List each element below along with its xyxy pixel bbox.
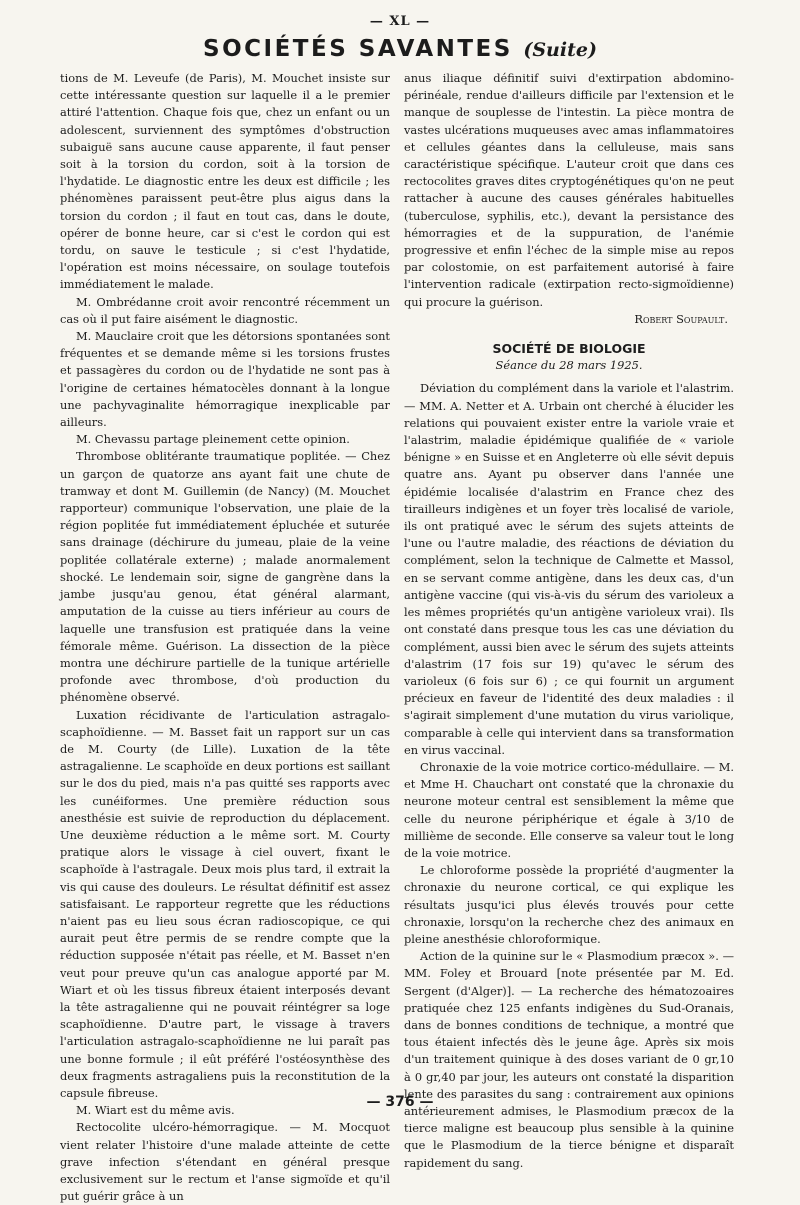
section-title: SOCIÉTÉ DE BIOLOGIE bbox=[492, 341, 646, 357]
paragraph: Thrombose oblitérante traumatique poplitée. — Chez un garçon de quatorze ans ayant fait une chute de tramway et dont M. Guillemin (de Nancy) (M. Mouchet rapporteur) communique l'observation, une plaie de la région poplitée fut immédiatement épluchée et suturée sans drainage (déchirure du jumeau, plaie de la veine poplitée collatérale externe) ; malade anormalement shocké. Le lendemain soir, signe de gangrène dans la jambe jusqu'au genou, état général alarmant, amputation de la cuisse au tiers inférieur au cours de laquelle une transfusion est pratiquée dans la veine fémorale même. Guérison. La dissection de la pièce montra une déchirure partielle de la tunique artérielle profonde avec thrombose, d'où production du phénomène observé. bbox=[60, 449, 390, 705]
session-date: Séance du 28 mars 1925. bbox=[495, 358, 643, 373]
paragraph: Action de la quinine sur le « Plasmodium præcox ». — MM. Foley et Brouard [note présentée par M. Ed. Sergent (d'Alger)]. — La recherche des hématozoaires pratiquée chez 125 enfants indigènes du Sud-Oranais, dans de bonnes conditions de technique, a montré que tous étaient infectés dès le jeune âge. Après six mois d'un traitement quinique à des doses variant de 0 gr,10 à 0 gr,40 par jour, les auteurs ont constaté la disparition lente des parasites du sang : contrairement aux opinions antérieurement admises, le Plasmodium præcox de la tierce maligne est beaucoup plus sensible à la quinine que le Plasmodium de la tierce bénigne et disparaît rapidement du sang. bbox=[404, 949, 734, 1170]
paragraph: tions de M. Leveufe (de Paris), M. Mouchet insiste sur cette intéressante question sur laquelle il a le premier attiré l'attention. Chaque fois que, chez un enfant ou un adolescent, surviennent des symptômes d'obstruction subaiguë sans aucune cause apparente, il faut penser soit à la torsion du cordon, soit à la torsion de l'hydatide. Le diagnostic entre les deux est difficile ; les phénomènes paraissent peut-être plus aigus dans la torsion du cordon ; il faut en tout cas, dans le doute, opérer de bonne heure, car si c'est le cordon qui est tordu, on sauve le testicule ; si c'est l'hydatide, l'opération est moins nécessaire, on soulage toutefois immédiatement le malade. bbox=[60, 71, 390, 292]
paragraph: Luxation récidivante de l'articulation astragalo-scaphoïdienne. — M. Basset fait un rapport sur un cas de M. Courty (de Lille). Luxation de la tête astragalienne. Le scaphoïde en deux portions est saillant sur le dos du pied, mais n'a pas quitté ses rapports avec les cunéiformes. Une première réduction sous anesthésie est suivie de reproduction du déplacement. Une deuxième réduction a le même sort. M. Courty pratique alors le vissage à ciel ouvert, fixant le scaphoïde à l'astragale. Deux mois plus tard, il extrait la vis qui cause des douleurs. Le résultat définitif est assez satisfaisant. Le rapporteur regrette que les réductions n'aient pas eu lieu sous écran radioscopique, ce qui aurait peut être permis de se rendre compte que la réduction supposée n'était pas réelle, et M. Basset n'en veut pour preuve qu'un cas analogue apporté par M. Wiart et où les tissus fibreux étaient interposés devant la tête astragalienne qui ne pouvait réintégrer sa loge scaphoïdienne. D'autre part, le vissage à travers l'articulation astragalo-scaphoïdienne ne lui paraît pas une bonne formule ; il eût préféré l'ostéosynthèse des deux fragments astragaliens puis la reconstitution de la capsule fibreuse. bbox=[60, 707, 390, 1100]
paragraph: M. Ombrédanne croit avoir rencontré récemment un cas où il put faire aisément le diagnostic. bbox=[60, 294, 390, 326]
paragraph: anus iliaque définitif suivi d'extirpation abdomino-périnéale, rendue d'ailleurs difficile par l'extension et le manque de souplesse de l'intestin. La pièce montra de vastes ulcérations muqueuses avec amas inflammatoires et cellules géantes dans la celluleuse, mais sans caractéristique spécifique. L'auteur croit que dans ces rectocolites graves dites cryptogénétiques qu'on ne peut rattacher à aucune des causes générales habituelles (tuberculose, syphilis, etc.), devant la persistance des hémorragies et de la suppuration, de l'anémie progressive et enfin l'échec de la simple mise au repos par colostomie, on est parfaitement autorisé à faire l'intervention radicale (extirpation recto-sigmoïdienne) qui procure la guérison. bbox=[404, 71, 734, 309]
signature: Robert Soupault. bbox=[634, 311, 728, 326]
paragraph: Le chloroforme possède la propriété d'augmenter la chronaxie du neurone cortical, ce qui explique les résultats jusqu'ici plus élevés trouvés pour cette chronaxie, lorsqu'on la recherche chez des animaux en pleine anesthésie chloroformique. bbox=[404, 863, 734, 946]
left-column bbox=[60, 70, 390, 1204]
page-header bbox=[0, 36, 800, 62]
header-title: SOCIÉTÉS SAVANTES bbox=[203, 36, 513, 62]
paragraph: M. Chevassu partage pleinement cette opinion. bbox=[76, 432, 350, 447]
paragraph: Déviation du complément dans la variole et l'alastrim. — MM. A. Netter et A. Urbain ont cherché à élucider les relations qui pouvaient exister entre la variole vraie et l'alastrim, maladie épidémique qualifiée de « variole bénigne » en Suisse et en Angleterre où elle sévit depuis quatre ans. Ayant pu observer dans l'année une épidémie localisée d'alastrim en France chez des tirailleurs indigènes et un foyer très localisé de variole, ils ont pratiqué avec le sérum des sujets atteints de l'une ou l'autre maladie, des réactions de déviation du complément, selon la technique de Calmette et Massol, en se servant comme antigène, dans les deux cas, d'un antigène vaccine (qui vis-à-vis du sérum des varioleux a les mêmes propriétés qu'un antigène varioleux vrai). Ils ont constaté dans presque tous les cas une déviation du complément, aussi bien avec le sérum des sujets atteints d'alastrim (17 fois sur 19) qu'avec le sérum des varioleux (6 fois sur 6) ; ce qui fournit un argument précieux en faveur de l'identité des deux maladies : il s'agirait simplement d'une mutation du virus variolique, comparable à celle qui intervient dans sa transformation en virus vaccinal. bbox=[404, 381, 734, 757]
paragraph: M. Wiart est du même avis. bbox=[76, 1103, 235, 1118]
right-column bbox=[404, 70, 734, 1170]
top-folio: — XL — bbox=[369, 14, 431, 29]
paragraph: Chronaxie de la voie motrice cortico-médullaire. — M. et Mme H. Chauchart ont constaté que la chronaxie du neurone moteur central est sensiblement la même que celle du neurone périphérique et égale à 3/10 de millième de seconde. Elle conserve sa valeur tout le long de la voie motrice. bbox=[404, 759, 734, 860]
header-suite: (Suite) bbox=[523, 39, 597, 61]
page-number: — 376 — bbox=[366, 1094, 434, 1110]
paragraph: M. Mauclaire croit que les détorsions spontanées sont fréquentes et se demande même si les torsions frustes et passagères du cordon ou de l'hydatide ne sont pas à l'origine de certaines hématocèles donnant à la longue une pachyvaginalite hémorragique inexplicable par ailleurs. bbox=[60, 329, 390, 430]
paragraph: Rectocolite ulcéro-hémorragique. — M. Mocquot vient relater l'histoire d'une malade atteinte de cette grave infection s'étendant en général presque exclusivement sur le rectum et l'anse sigmoïde et qu'il put guérir grâce à un bbox=[60, 1120, 390, 1204]
